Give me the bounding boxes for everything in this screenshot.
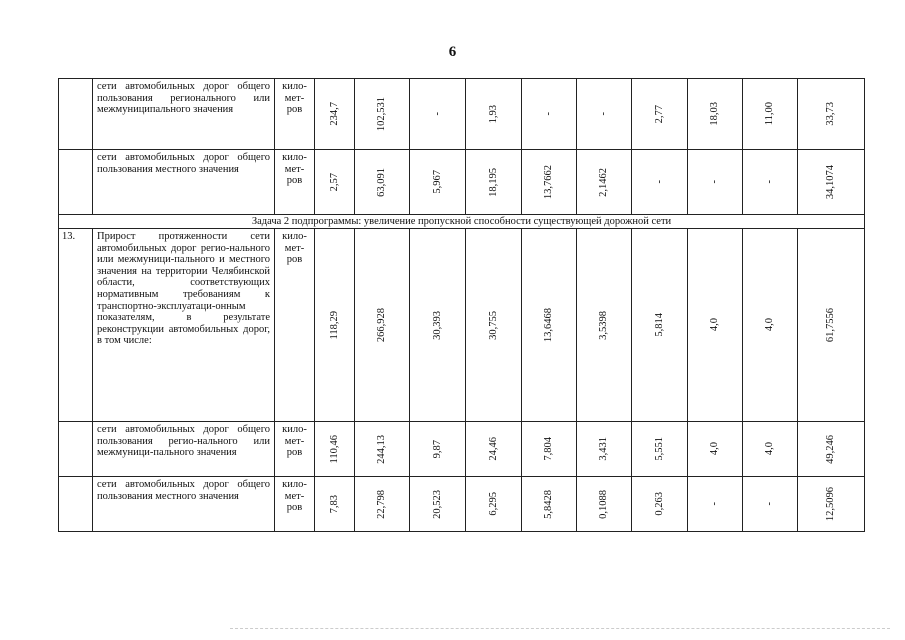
row-number xyxy=(59,477,93,532)
value-cell xyxy=(798,79,865,150)
row-number xyxy=(59,150,93,215)
value-text: 4,0 xyxy=(709,442,721,456)
table-row xyxy=(59,150,865,215)
value-cell xyxy=(632,477,688,532)
value-cell xyxy=(577,477,632,532)
value-text: 4,0 xyxy=(709,318,721,332)
value-text: 11,00 xyxy=(764,102,776,126)
indicator-description: Прирост протяженности сети автомобильных дорог регио-нального или межмуници-пального и местного значения на территории Челябинской области, соответствующих нормативным требованиям к транспортно-эксплуатаци-онным показателям, в результате реконструкции автомобильных дорог, в том числе: xyxy=(93,229,275,422)
value-cell xyxy=(798,150,865,215)
value-cell xyxy=(410,477,466,532)
value-cell xyxy=(522,229,577,422)
indicator-description: сети автомобильных дорог общего пользования регионального или межмуниципального значения xyxy=(93,79,275,150)
value-cell xyxy=(522,150,577,215)
value-text: 20,523 xyxy=(431,489,443,519)
value-cell xyxy=(688,79,743,150)
value-text: - xyxy=(709,180,721,184)
table-row xyxy=(59,422,865,477)
value-text: 22,798 xyxy=(376,489,388,519)
value-cell xyxy=(688,477,743,532)
value-text: 244,13 xyxy=(376,434,388,464)
value-text: 33,73 xyxy=(825,102,837,126)
value-text: 34,1074 xyxy=(825,164,837,200)
value-text: 4,0 xyxy=(764,318,776,332)
value-text: 3,5398 xyxy=(598,310,610,340)
value-text: 18,195 xyxy=(487,167,499,197)
value-cell xyxy=(743,79,798,150)
value-cell xyxy=(410,422,466,477)
row-number xyxy=(59,79,93,150)
page-number: 6 xyxy=(448,44,457,60)
value-text: 13,7662 xyxy=(543,164,555,200)
section-row xyxy=(59,215,865,229)
value-cell xyxy=(632,79,688,150)
value-text: 2,57 xyxy=(328,172,340,192)
value-text: 61,7556 xyxy=(825,307,837,343)
value-cell xyxy=(355,477,410,532)
value-cell xyxy=(315,79,355,150)
value-cell xyxy=(577,150,632,215)
value-cell xyxy=(577,229,632,422)
value-text: 7,804 xyxy=(543,437,555,461)
value-cell xyxy=(522,422,577,477)
value-text: 2,77 xyxy=(653,104,665,124)
table-row xyxy=(59,79,865,150)
value-text: 102,531 xyxy=(376,96,388,132)
table-row xyxy=(59,229,865,422)
value-cell xyxy=(315,150,355,215)
value-text: 0,263 xyxy=(653,492,665,516)
value-cell xyxy=(632,150,688,215)
value-cell xyxy=(410,229,466,422)
value-text: 30,755 xyxy=(487,310,499,340)
value-cell xyxy=(688,150,743,215)
unit-cell: кило- мет- ров xyxy=(275,79,315,150)
value-cell xyxy=(798,229,865,422)
value-text: 234,7 xyxy=(328,102,340,126)
section-title: Задача 2 подпрограммы: увеличение пропускной способности существующей дорожной сети xyxy=(59,215,865,229)
value-cell xyxy=(743,422,798,477)
indicator-description: сети автомобильных дорог общего пользования местного значения xyxy=(93,150,275,215)
value-cell xyxy=(315,477,355,532)
value-cell xyxy=(466,477,522,532)
value-text: 0,1088 xyxy=(598,489,610,519)
value-text: 266,928 xyxy=(376,307,388,343)
value-cell xyxy=(522,79,577,150)
value-cell xyxy=(355,150,410,215)
value-text: 5,8428 xyxy=(543,489,555,519)
value-cell xyxy=(410,79,466,150)
value-text: 63,091 xyxy=(376,167,388,197)
value-cell xyxy=(355,422,410,477)
value-text: 4,0 xyxy=(764,442,776,456)
indicator-description: сети автомобильных дорог общего пользования регио-нального или межмуници-пального значения xyxy=(93,422,275,477)
value-text: 18,03 xyxy=(709,102,721,126)
indicator-description: сети автомобильных дорог общего пользования местного значения xyxy=(93,477,275,532)
scan-edge-artifact xyxy=(230,628,890,631)
value-cell xyxy=(798,477,865,532)
value-cell xyxy=(466,422,522,477)
value-text: - xyxy=(598,112,610,116)
value-text: 1,93 xyxy=(487,104,499,124)
value-text: 49,246 xyxy=(825,434,837,464)
value-cell xyxy=(355,229,410,422)
value-text: 12,5096 xyxy=(825,486,837,522)
value-cell xyxy=(466,229,522,422)
row-number: 13. xyxy=(59,229,93,422)
value-cell xyxy=(632,229,688,422)
value-cell xyxy=(577,79,632,150)
value-cell xyxy=(466,79,522,150)
value-cell xyxy=(743,150,798,215)
value-text: 110,46 xyxy=(328,434,340,464)
value-text: - xyxy=(543,112,555,116)
value-cell xyxy=(688,422,743,477)
value-text: 7,83 xyxy=(328,494,340,514)
value-text: - xyxy=(764,180,776,184)
value-text: - xyxy=(709,502,721,506)
value-text: 24,46 xyxy=(487,437,499,461)
unit-cell: кило- мет- ров xyxy=(275,422,315,477)
value-cell xyxy=(743,477,798,532)
value-text: 13,6468 xyxy=(543,307,555,343)
row-number xyxy=(59,422,93,477)
value-cell xyxy=(315,422,355,477)
value-text: 3,431 xyxy=(598,437,610,461)
value-text: 5,967 xyxy=(431,170,443,194)
value-text: 2,1462 xyxy=(598,167,610,197)
indicators-table xyxy=(58,78,865,532)
value-text: - xyxy=(431,112,443,116)
value-cell xyxy=(522,477,577,532)
unit-cell: кило- мет- ров xyxy=(275,477,315,532)
value-cell xyxy=(315,229,355,422)
unit-cell: кило- мет- ров xyxy=(275,150,315,215)
value-cell xyxy=(355,79,410,150)
value-text: 5,814 xyxy=(653,313,665,337)
value-text: 118,29 xyxy=(328,310,340,340)
value-cell xyxy=(798,422,865,477)
value-text: 9,87 xyxy=(431,439,443,459)
value-cell xyxy=(632,422,688,477)
value-text: 30,393 xyxy=(431,310,443,340)
value-cell xyxy=(410,150,466,215)
value-text: 5,551 xyxy=(653,437,665,461)
value-text: 6,295 xyxy=(487,492,499,516)
table-row xyxy=(59,477,865,532)
value-cell xyxy=(743,229,798,422)
unit-cell: кило- мет- ров xyxy=(275,229,315,422)
value-text: - xyxy=(653,180,665,184)
value-cell xyxy=(466,150,522,215)
value-text: - xyxy=(764,502,776,506)
value-cell xyxy=(577,422,632,477)
value-cell xyxy=(688,229,743,422)
